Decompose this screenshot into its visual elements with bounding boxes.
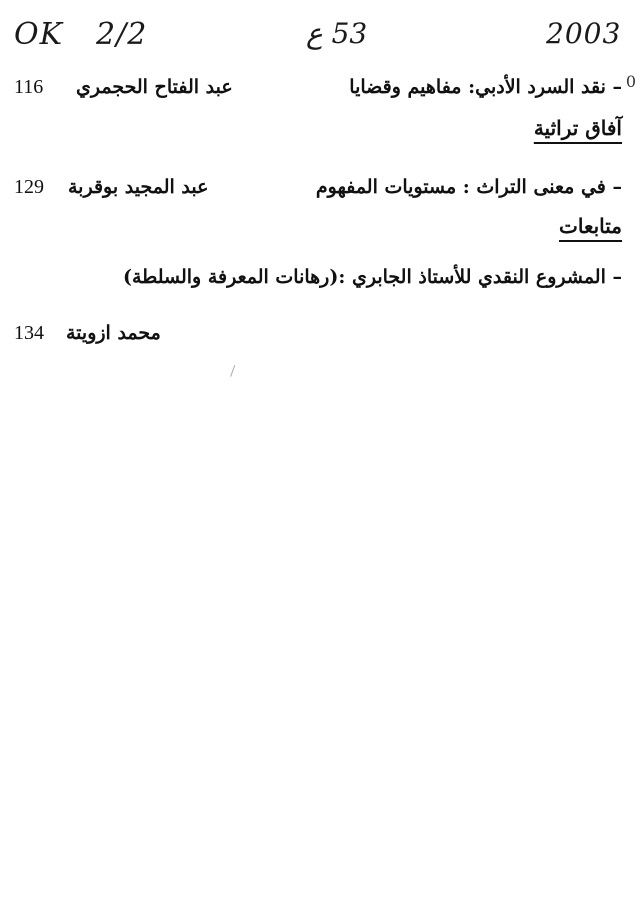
- toc-entry: [0, 170, 638, 204]
- scan-speck: [230, 365, 241, 379]
- entry-page: 116: [14, 76, 44, 98]
- toc-entry-author-row: [0, 316, 638, 350]
- handwritten-year: 2003: [546, 17, 622, 50]
- margin-mark: 0: [625, 72, 636, 91]
- handwritten-ok: OK: [14, 17, 64, 52]
- handwritten-issue: 53 ع: [306, 17, 368, 50]
- toc-entry: [0, 264, 638, 304]
- entry-title: – نقد السرد الأدبي: مفاهيم وقضايا: [349, 76, 622, 98]
- section-heading: آفاق تراثية: [533, 116, 622, 140]
- entry-author: عبد المجيد بوقربة: [68, 176, 209, 198]
- entry-page: 134: [14, 322, 44, 344]
- entry-title: – في معنى التراث : مستويات المفهوم: [315, 176, 622, 198]
- entry-author: عبد الفتاح الحجمري: [76, 76, 233, 98]
- entry-author: محمد ازويتة: [66, 322, 161, 344]
- handwritten-date: 2/2: [96, 17, 148, 52]
- toc-entry: [0, 70, 638, 104]
- entry-page: 129: [14, 176, 44, 198]
- entry-title: – المشروع النقدي للأستاذ الجابري :(رهانات المعرفة والسلطة): [122, 266, 622, 288]
- section-heading: متابعات: [559, 214, 622, 238]
